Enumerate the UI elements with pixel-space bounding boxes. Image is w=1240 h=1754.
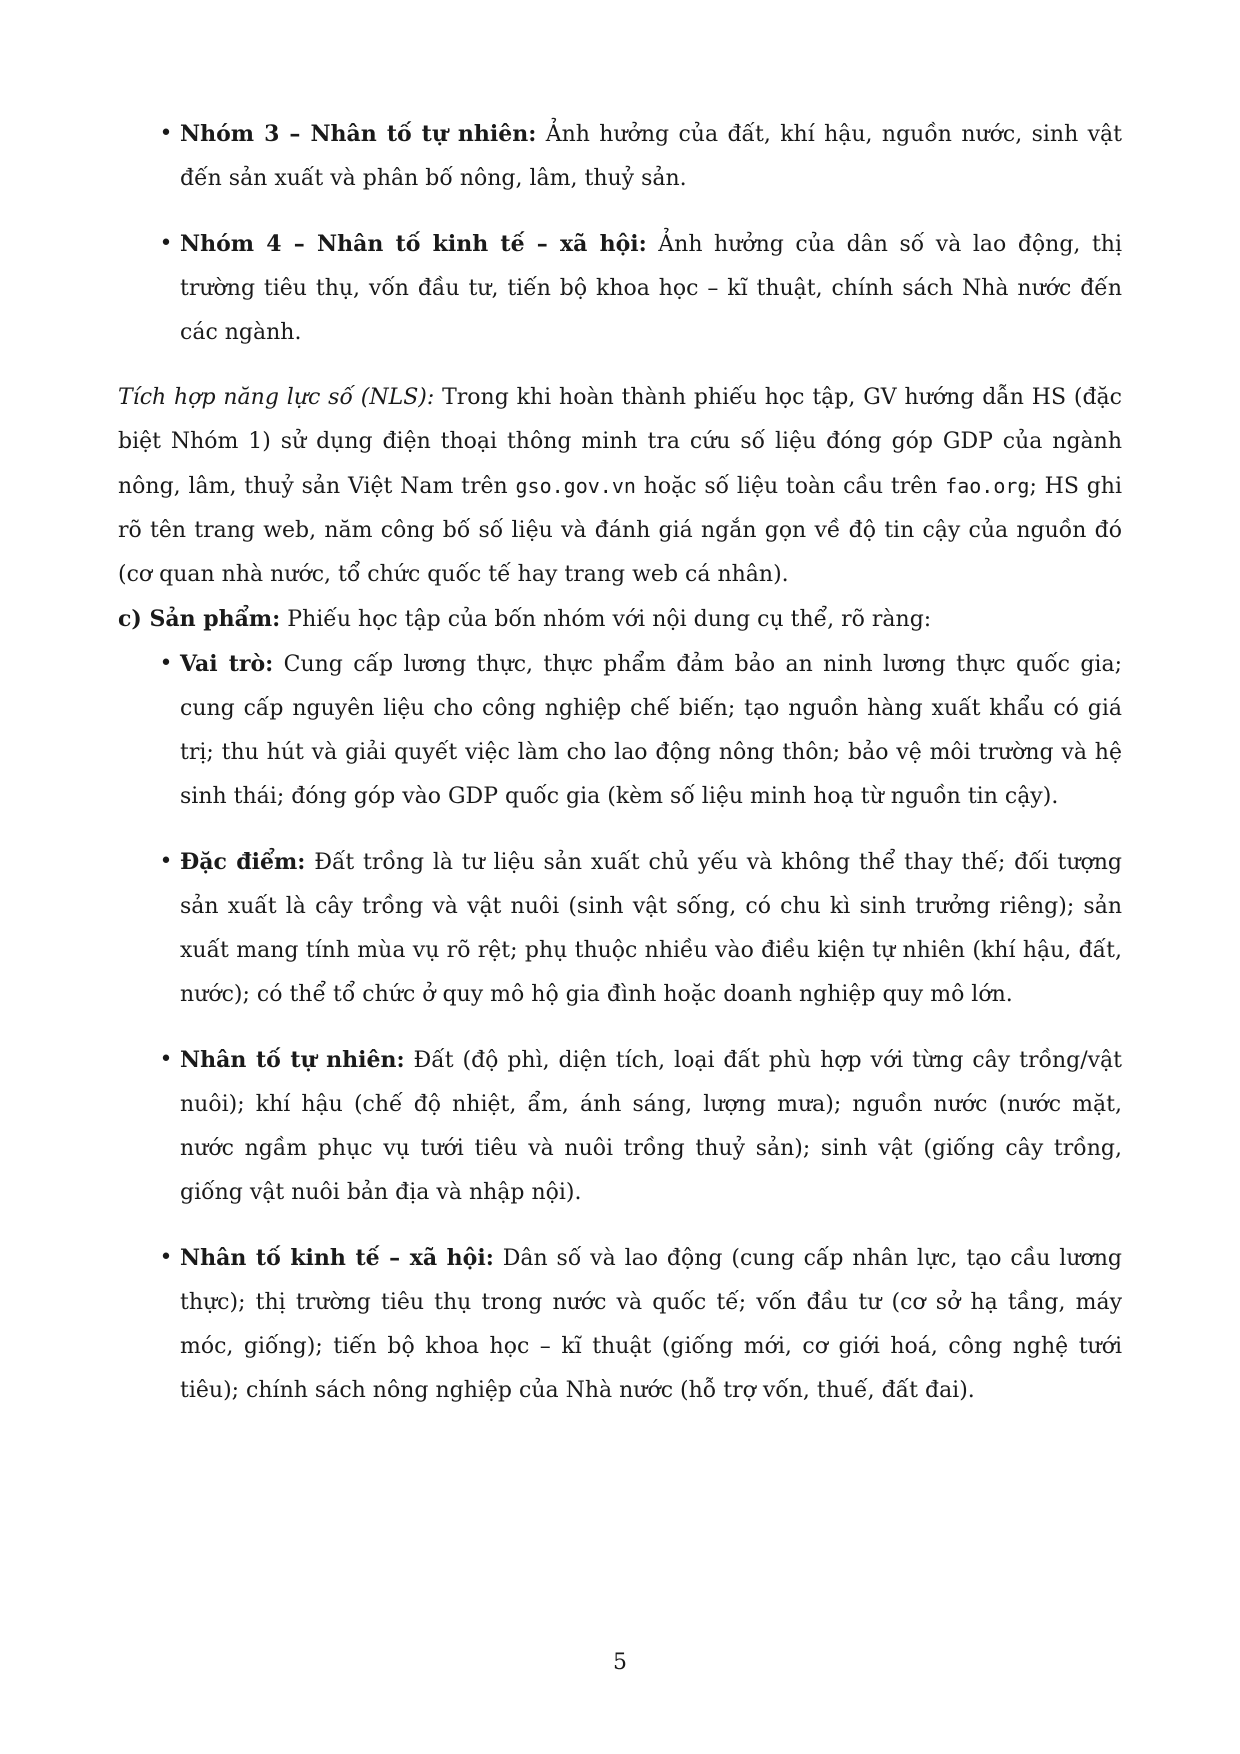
item-label: Nhân tố kinh tế – xã hội: bbox=[180, 1245, 494, 1271]
list-item bbox=[118, 840, 1122, 1017]
item-label: Vai trò: bbox=[180, 651, 274, 677]
list-item bbox=[118, 222, 1122, 355]
item-label: Nhóm 4 – Nhân tố kinh tế – xã hội: bbox=[180, 231, 647, 257]
nls-text: Trong khi hoàn thành phiếu học tập, GV hướng dẫn HS (đặc biệt Nhóm 1) sử dụng điện thoại thông minh tra cứu số liệu đóng góp GDP của ngành nông, lâm, thuỷ sản Việt Nam trên bbox=[118, 385, 1122, 499]
bullet-icon: • bbox=[159, 651, 173, 676]
nls-paragraph bbox=[118, 376, 1122, 597]
item-label: Đặc điểm: bbox=[180, 849, 306, 875]
item-text: Dân số và lao động (cung cấp nhân lực, tạo cầu lương thực); thị trường tiêu thụ trong nước và quốc tế; vốn đầu tư (cơ sở hạ tầng, máy móc, giống); tiến bộ khoa học – kĩ thuật (giống mới, cơ giới hoá, công nghệ tưới tiêu); chính sách nông nghiệp của Nhà nước (hỗ trợ vốn, thuế, đất đai). bbox=[180, 1246, 1122, 1403]
product-label: c) Sản phẩm: bbox=[118, 606, 281, 632]
product-text: Phiếu học tập của bốn nhóm với nội dung cụ thể, rõ ràng: bbox=[280, 607, 932, 632]
site-link: fao.org bbox=[945, 474, 1030, 498]
list-item bbox=[118, 112, 1122, 201]
site-link: gso.gov.vn bbox=[515, 474, 636, 498]
page-content bbox=[118, 112, 1122, 1413]
bullet-icon: • bbox=[159, 121, 173, 146]
item-label: Nhóm 3 – Nhân tố tự nhiên: bbox=[180, 121, 537, 147]
bullet-icon: • bbox=[159, 1245, 173, 1270]
list-item bbox=[118, 1236, 1122, 1413]
product-list bbox=[118, 642, 1122, 1413]
bullet-icon: • bbox=[159, 231, 173, 256]
bullet-icon: • bbox=[159, 1047, 173, 1072]
list-item bbox=[118, 1038, 1122, 1215]
item-text: Ảnh hưởng của dân số và lao động, thị trường tiêu thụ, vốn đầu tư, tiến bộ khoa học – kĩ thuật, chính sách Nhà nước đến các ngành. bbox=[180, 232, 1122, 345]
bullet-icon: • bbox=[159, 849, 173, 874]
nls-text: ; HS ghi rõ tên trang web, năm công bố số liệu và đánh giá ngắn gọn về độ tin cậy của nguồn đó (cơ quan nhà nước, tổ chức quốc tế hay trang web cá nhân). bbox=[118, 474, 1122, 587]
item-text: Cung cấp lương thực, thực phẩm đảm bảo an ninh lương thực quốc gia; cung cấp nguyên liệu cho công nghiệp chế biến; tạo nguồn hàng xuất khẩu có giá trị; thu hút và giải quyết việc làm cho lao động nông thôn; bảo vệ môi trường và hệ sinh thái; đóng góp vào GDP quốc gia (kèm số liệu minh hoạ từ nguồn tin cậy). bbox=[180, 652, 1122, 809]
item-text: Ảnh hưởng của đất, khí hậu, nguồn nước, sinh vật đến sản xuất và phân bố nông, lâm, thuỷ sản. bbox=[180, 122, 1122, 191]
nls-label: Tích hợp năng lực số (NLS): bbox=[118, 385, 435, 410]
item-text: Đất trồng là tư liệu sản xuất chủ yếu và không thể thay thế; đối tượng sản xuất là cây trồng và vật nuôi (sinh vật sống, có chu kì sinh trưởng riêng); sản xuất mang tính mùa vụ rõ rệt; phụ thuộc nhiều vào điều kiện tự nhiên (khí hậu, đất, nước); có thể tổ chức ở quy mô hộ gia đình hoặc doanh nghiệp quy mô lớn. bbox=[180, 850, 1122, 1007]
group-list bbox=[118, 112, 1122, 355]
item-text: Đất (độ phì, diện tích, loại đất phù hợp với từng cây trồng/vật nuôi); khí hậu (chế độ nhiệt, ẩm, ánh sáng, lượng mưa); nguồn nước (nước mặt, nước ngầm phục vụ tưới tiêu và nuôi trồng thuỷ sản); sinh vật (giống cây trồng, giống vật nuôi bản địa và nhập nội). bbox=[180, 1048, 1122, 1205]
list-item bbox=[118, 642, 1122, 819]
product-paragraph bbox=[118, 597, 1122, 642]
page-number: 5 bbox=[613, 1650, 627, 1675]
item-label: Nhân tố tự nhiên: bbox=[180, 1047, 405, 1073]
nls-text: hoặc số liệu toàn cầu trên bbox=[635, 474, 946, 499]
